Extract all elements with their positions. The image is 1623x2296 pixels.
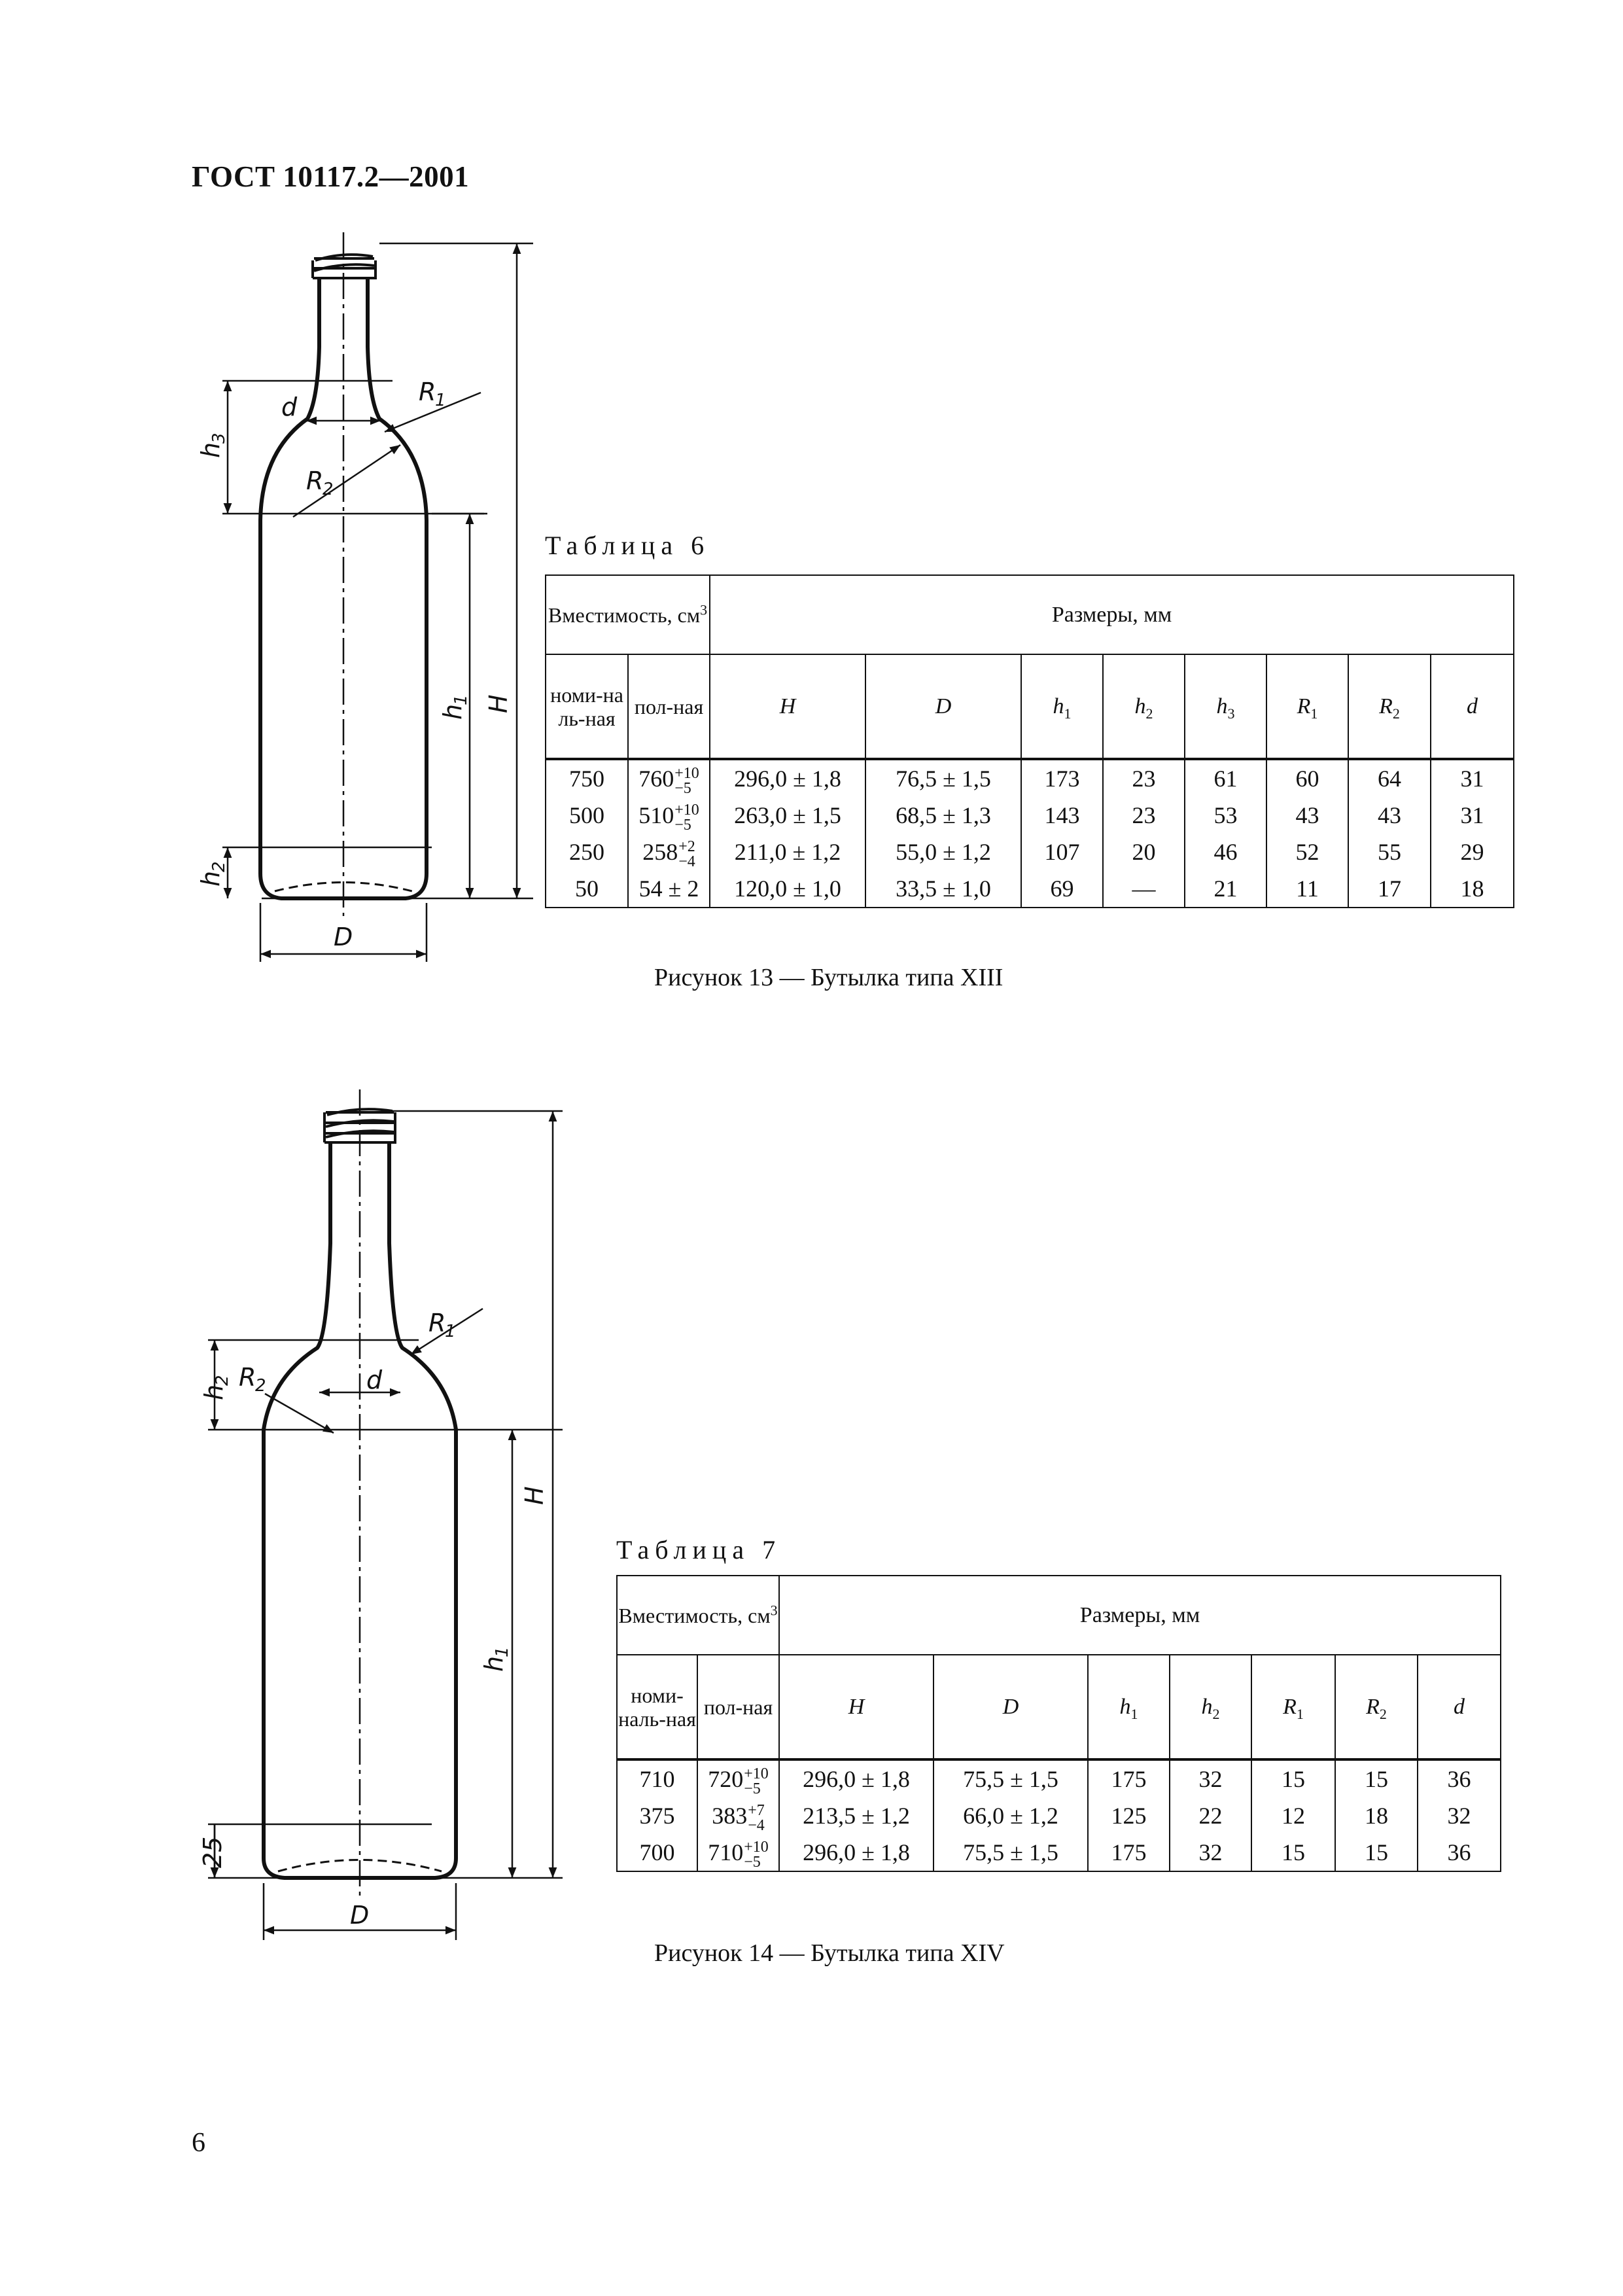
fig13-label-H: H: [484, 694, 513, 713]
table7-cell-d: 32: [1418, 1797, 1501, 1834]
fig13-label-h1: h: [438, 703, 467, 720]
table6-cell-r2: 43: [1348, 797, 1431, 834]
table-row: [617, 1759, 1501, 1797]
fig13-label-d: d: [281, 393, 298, 421]
table7-cell-h: 296,0 ± 1,8: [779, 1759, 934, 1797]
table6-cell-h2: 23: [1103, 759, 1185, 797]
fig14-label-h2-sub: 2: [213, 1375, 232, 1386]
fig14-label-r1: R: [428, 1309, 446, 1337]
fig13-label-h1-sub: 1: [451, 694, 471, 705]
table7-cell-h2: 32: [1170, 1759, 1251, 1797]
table6-cell-r1: 52: [1266, 834, 1348, 870]
table6-cell-d: 29: [1431, 834, 1514, 870]
fig14-label-h1-sub: 1: [493, 1646, 512, 1657]
table-row: [546, 870, 1514, 908]
table7-cell-r1: 15: [1251, 1759, 1335, 1797]
page-number: 6: [192, 2128, 205, 2158]
fig14-label-h2: h: [200, 1384, 228, 1400]
table7-dim-header: D: [934, 1655, 1088, 1759]
table7-cell-full: 383 +7 −4: [697, 1797, 779, 1834]
bottle-xiv-drawing: [208, 1089, 563, 1940]
table6-cell-nominal: 250: [546, 834, 628, 870]
table7-cell-r1: 12: [1251, 1797, 1335, 1834]
table6-cell-d: 33,5 ± 1,0: [865, 870, 1021, 908]
fig14-label-r1-sub: 1: [445, 1322, 456, 1341]
table6-dim-header: $R_1$: [1266, 654, 1348, 759]
table7-dim-header: $h_2$: [1170, 1655, 1251, 1759]
figure14-caption: Рисунок 14 — Бутылка типа XIV: [654, 1939, 1005, 1967]
fig13-label-h2-sub: 2: [209, 861, 229, 872]
table6-cell-h2: 20: [1103, 834, 1185, 870]
table6-cell-h2: —: [1103, 870, 1185, 908]
table6-cell-nominal: 750: [546, 759, 628, 797]
table6-cell-d: 31: [1431, 759, 1514, 797]
table7-cell-d: 75,5 ± 1,5: [934, 1834, 1088, 1871]
table7-cell-d: 36: [1418, 1834, 1501, 1871]
figure13-caption: Рисунок 13 — Бутылка типа XIII: [654, 964, 1003, 991]
table7-cell-h: 213,5 ± 1,2: [779, 1797, 934, 1834]
table6-cell-h3: 21: [1185, 870, 1266, 908]
table7-cell-nominal: 710: [617, 1759, 697, 1797]
table7-cell-nominal: 700: [617, 1834, 697, 1871]
fig13-label-h3: h: [196, 442, 225, 458]
table7-cell-h1: 175: [1088, 1834, 1170, 1871]
table7-cell-d: 66,0 ± 1,2: [934, 1797, 1088, 1834]
table7-cell-h1: 125: [1088, 1797, 1170, 1834]
table7-dim-header: H: [779, 1655, 934, 1759]
table6-nominal-header: номи-наль-ная: [546, 654, 628, 759]
table6-cell-h: 120,0 ± 1,0: [710, 870, 865, 908]
fig14-label-D: D: [350, 1901, 370, 1930]
document-header: ГОСТ 10117.2—2001: [192, 160, 470, 193]
table-row: [546, 797, 1514, 834]
table6-cell-r2: 64: [1348, 759, 1431, 797]
table6-cell-d: 18: [1431, 870, 1514, 908]
table6-cell-h: 211,0 ± 1,2: [710, 834, 865, 870]
table6-cell-d: 31: [1431, 797, 1514, 834]
table6-caption: Таблица 6: [545, 531, 710, 560]
table7-cell-full: 720 +10 −5: [697, 1759, 779, 1797]
table6-cell-h3: 46: [1185, 834, 1266, 870]
table7-cell-d: 36: [1418, 1759, 1501, 1797]
table6-cell-d: 68,5 ± 1,3: [865, 797, 1021, 834]
fig14-label-H: H: [520, 1486, 549, 1505]
table7-cell-h2: 32: [1170, 1834, 1251, 1871]
table6-cell-nominal: 500: [546, 797, 628, 834]
table7-dim-header: d: [1418, 1655, 1501, 1759]
table6-full-header: пол-ная: [628, 654, 710, 759]
table6-sizes-header: Размеры, мм: [710, 575, 1514, 654]
table6: [545, 574, 1514, 908]
table7-cell-h2: 22: [1170, 1797, 1251, 1834]
table6-cell-d: 55,0 ± 1,2: [865, 834, 1021, 870]
fig13-label-r2-sub: 2: [323, 480, 334, 499]
table7-cell-full: 710 +10 −5: [697, 1834, 779, 1871]
table6-cell-h1: 107: [1021, 834, 1103, 870]
fig13-label-r1: R: [419, 378, 436, 406]
table6-cell-h3: 53: [1185, 797, 1266, 834]
fig14-label-h1: h: [480, 1655, 508, 1672]
table7-sizes-header: Размеры, мм: [779, 1576, 1501, 1655]
table6-cell-full: 54 ± 2: [628, 870, 710, 908]
table7-dim-header: $R_2$: [1335, 1655, 1418, 1759]
table7-nominal-header: номи-наль-ная: [617, 1655, 697, 1759]
table6-cell-r1: 11: [1266, 870, 1348, 908]
table6-cell-h1: 173: [1021, 759, 1103, 797]
table6-dim-header: D: [865, 654, 1021, 759]
table6-cell-h3: 61: [1185, 759, 1266, 797]
table6-dim-header: $h_1$: [1021, 654, 1103, 759]
fig13-label-h3-sub: 3: [209, 433, 229, 444]
fig14-label-r2-sub: 2: [255, 1376, 266, 1396]
bottle-xiii-drawing: [222, 232, 533, 962]
fig13-label-r1-sub: 1: [435, 391, 446, 410]
table7-capacity-header: Вместимость, $см^3$: [617, 1576, 779, 1655]
table7-cell-r2: 15: [1335, 1759, 1418, 1797]
table7-caption: Таблица 7: [616, 1535, 782, 1564]
fig14-label-r2: R: [239, 1363, 256, 1392]
fig13-label-h2: h: [196, 870, 225, 887]
table-row: [546, 759, 1514, 797]
table7-cell-d: 75,5 ± 1,5: [934, 1759, 1088, 1797]
table7-cell-h1: 175: [1088, 1759, 1170, 1797]
fig14-label-25: 25: [198, 1836, 227, 1868]
table6-cell-r2: 55: [1348, 834, 1431, 870]
table6-cell-h1: 69: [1021, 870, 1103, 908]
bottle-xiv-labels: [198, 1309, 549, 1930]
table6-cell-d: 76,5 ± 1,5: [865, 759, 1021, 797]
table6-cell-r1: 60: [1266, 759, 1348, 797]
table7-full-header: пол-ная: [697, 1655, 779, 1759]
table6-cell-h: 296,0 ± 1,8: [710, 759, 865, 797]
table7-dim-header: $R_1$: [1251, 1655, 1335, 1759]
table6-cell-full: 760 +10 −5: [628, 759, 710, 797]
table7-cell-r1: 15: [1251, 1834, 1335, 1871]
bottle-xiii-labels: [196, 378, 513, 951]
table7: [616, 1575, 1501, 1872]
table7-cell-r2: 15: [1335, 1834, 1418, 1871]
table6-cell-h1: 143: [1021, 797, 1103, 834]
table6-cell-r1: 43: [1266, 797, 1348, 834]
table6-capacity-header: Вместимость, $см^3$: [546, 575, 710, 654]
table7-cell-nominal: 375: [617, 1797, 697, 1834]
table6-dim-header: $R_2$: [1348, 654, 1431, 759]
fig13-label-D: D: [334, 923, 353, 951]
table7-cell-r2: 18: [1335, 1797, 1418, 1834]
table6-dim-header: d: [1431, 654, 1514, 759]
table6-dim-header: $h_3$: [1185, 654, 1266, 759]
table-row: [546, 834, 1514, 870]
fig13-label-r2: R: [306, 467, 324, 495]
table6-cell-full: 510 +10 −5: [628, 797, 710, 834]
table6-cell-r2: 17: [1348, 870, 1431, 908]
table7-dim-header: $h_1$: [1088, 1655, 1170, 1759]
table6-cell-nominal: 50: [546, 870, 628, 908]
table6-dim-header: $h_2$: [1103, 654, 1185, 759]
table-row: [617, 1834, 1501, 1871]
table6-cell-h: 263,0 ± 1,5: [710, 797, 865, 834]
table-row: [617, 1797, 1501, 1834]
table6-dim-header: H: [710, 654, 865, 759]
table6-cell-full: 258 +2 −4: [628, 834, 710, 870]
table7-cell-h: 296,0 ± 1,8: [779, 1834, 934, 1871]
table6-cell-h2: 23: [1103, 797, 1185, 834]
fig14-label-d: d: [366, 1366, 383, 1394]
